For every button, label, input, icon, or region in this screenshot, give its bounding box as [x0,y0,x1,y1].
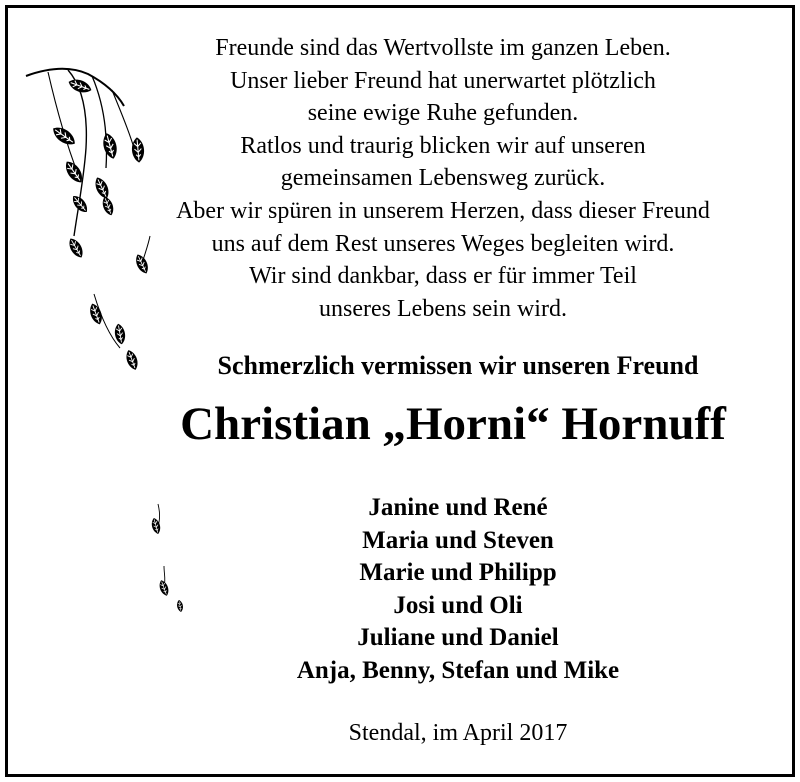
mourners-list [208,492,708,687]
deceased-name: Christian „Horni“ Hornuff [180,398,726,450]
obituary-notice [5,5,795,777]
poem-line: Aber wir spüren in unserem Herzen, dass dieser Freund [176,197,710,224]
intro-line: Schmerzlich vermissen wir unseren Freund [217,351,699,380]
poem-line: uns auf dem Rest unseres Weges begleiten wird. [211,230,675,257]
mourner-entry: Juliane und Daniel [357,624,559,651]
poem [108,32,778,325]
poem-line: Freunde sind das Wertvollste im ganzen Leben. [215,35,671,61]
mourner-entry: Josi und Oli [393,591,523,619]
poem-line: Ratlos und traurig blicken wir auf unseren [240,132,646,159]
poem-line: Wir sind dankbar, dass er für immer Teil [249,263,637,290]
poem-line: Unser lieber Freund hat unerwartet plötzlich [230,67,656,94]
mourner-entry: Maria und Steven [362,526,554,554]
poem-line: seine ewige Ruhe gefunden. [307,100,579,127]
poem-line: gemeinsamen Lebensweg zurück. [280,165,606,192]
mourner-entry: Janine und René [368,494,548,521]
mourner-entry: Anja, Benny, Stefan und Mike [296,656,620,684]
mourner-entry: Marie und Philipp [359,559,557,586]
place-date: Stendal, im April 2017 [348,720,568,746]
poem-line: unseres Lebens sein wird. [319,295,567,322]
